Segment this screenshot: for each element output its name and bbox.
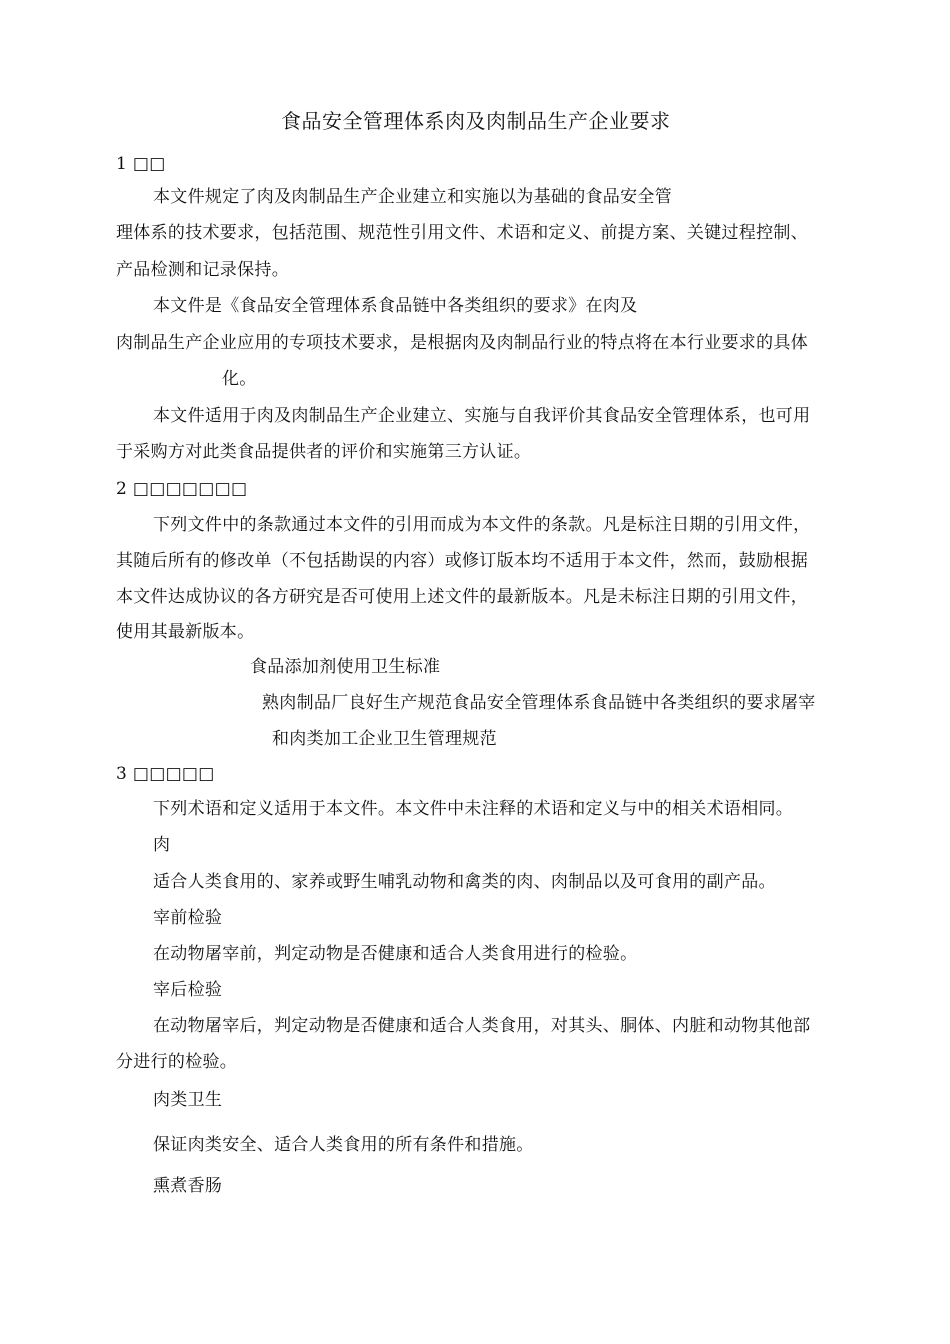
term-definition: 保证肉类安全、适合人类食用的所有条件和措施。: [153, 1135, 534, 1155]
paragraph-line: 本文件规定了肉及肉制品生产企业建立和实施以为基础的食品安全管: [153, 187, 672, 207]
section-number: 3: [116, 764, 128, 784]
paragraph-line: 本文件是《食品安全管理体系食品链中各类组织的要求》在肉及: [153, 296, 638, 316]
document-title: 食品安全管理体系肉及肉制品生产企业要求: [281, 109, 671, 133]
reference-item: 和肉类加工企业卫生管理规范: [272, 729, 497, 749]
term-title: 肉类卫生: [153, 1090, 223, 1110]
paragraph-line: 于采购方对此类食品提供者的评价和实施第三方认证。: [116, 442, 532, 462]
section-heading-glyphs: □□: [132, 154, 166, 174]
section-1-heading: [116, 153, 166, 175]
reference-item: 熟肉制品厂良好生产规范食品安全管理体系食品链中各类组织的要求屠宰: [262, 693, 816, 713]
paragraph-line: 使用其最新版本。: [116, 622, 255, 642]
reference-item: 食品添加剂使用卫生标准: [250, 657, 441, 677]
paragraph-line: 本文件适用于肉及肉制品生产企业建立、实施与自我评价其食品安全管理体系，也可用: [153, 406, 811, 426]
paragraph-line: 其随后所有的修改单（不包括勘误的内容）或修订版本均不适用于本文件，然而，鼓励根据: [116, 551, 808, 571]
term-definition: 在动物屠宰后，判定动物是否健康和适合人类食用，对其头、胴体、内脏和动物其他部: [153, 1016, 811, 1036]
paragraph-line: 本文件达成协议的各方研究是否可使用上述文件的最新版本。凡是未标注日期的引用文件，: [116, 587, 808, 607]
paragraph-line: 肉制品生产企业应用的专项技术要求，是根据肉及肉制品行业的特点将在本行业要求的具体: [116, 333, 808, 353]
paragraph-line: 化。: [222, 369, 257, 389]
section-number: 1: [116, 154, 128, 174]
term-definition: 分进行的检验。: [116, 1052, 238, 1072]
term-title: 肉: [153, 835, 171, 855]
term-title: 熏煮香肠: [153, 1176, 223, 1196]
term-definition: 适合人类食用的、家养或野生哺乳动物和禽类的肉、肉制品以及可食用的副产品。: [153, 872, 776, 892]
paragraph-line: 下列文件中的条款通过本文件的引用而成为本文件的条款。凡是标注日期的引用文件，: [153, 515, 811, 535]
paragraph-line: 产品检测和记录保持。: [116, 260, 289, 280]
section-heading-glyphs: □□□□□□□: [132, 479, 248, 499]
section-3-heading: [116, 763, 215, 785]
section-number: 2: [116, 479, 128, 499]
term-title: 宰后检验: [153, 980, 223, 1000]
section-2-heading: [116, 478, 247, 500]
paragraph-line: 理体系的技术要求，包括范围、规范性引用文件、术语和定义、前提方案、关键过程控制、: [116, 223, 808, 243]
paragraph-line: 下列术语和定义适用于本文件。本文件中未注释的术语和定义与中的相关术语相同。: [153, 799, 794, 819]
section-heading-glyphs: □□□□□: [132, 764, 215, 784]
term-definition: 在动物屠宰前，判定动物是否健康和适合人类食用进行的检验。: [153, 944, 638, 964]
term-title: 宰前检验: [153, 908, 223, 928]
